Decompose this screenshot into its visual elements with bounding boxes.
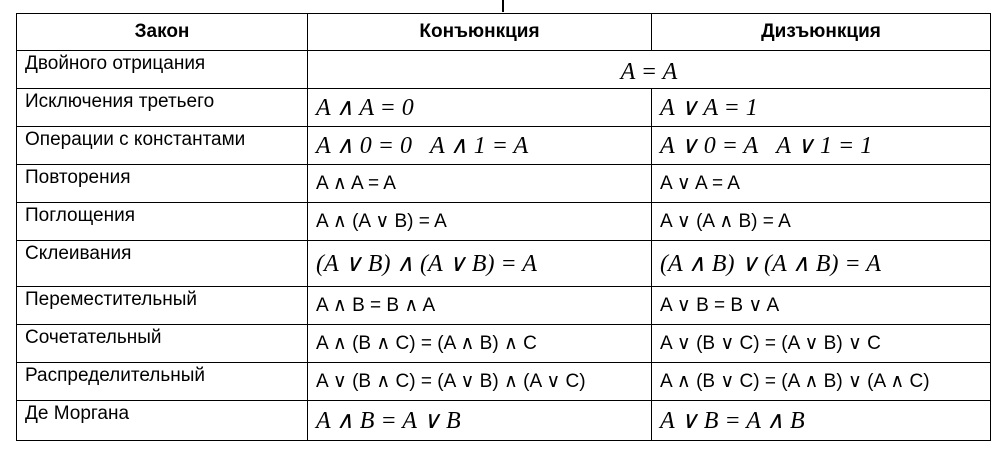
table-row bbox=[17, 51, 991, 89]
formula-conjunction: A ∨ (B ∧ C) = (A ∨ B) ∧ (A ∨ C) bbox=[308, 363, 652, 401]
table-row bbox=[17, 401, 991, 441]
boolean-laws-table bbox=[16, 13, 991, 441]
formula-disjunction bbox=[652, 127, 991, 165]
table-row bbox=[17, 241, 991, 287]
header-law: Закон bbox=[17, 14, 308, 51]
formula-disjunction: (A ∧ B) ∨ (A ∧ B) = A bbox=[652, 241, 991, 287]
table-row bbox=[17, 203, 991, 241]
formula-conjunction bbox=[308, 127, 652, 165]
formula-disjunction: A ∨ B = B ∨ A bbox=[652, 287, 991, 325]
formula-disjunction: A ∨ (B ∨ C) = (A ∨ B) ∨ C bbox=[652, 325, 991, 363]
formula-disjunction: A ∨ (A ∧ B) = A bbox=[652, 203, 991, 241]
formula-double-negation: A = A bbox=[308, 51, 991, 89]
table-row bbox=[17, 127, 991, 165]
formula-part: A ∧ 0 = 0 bbox=[316, 133, 412, 159]
formula-disjunction: A ∧ (B ∨ C) = (A ∧ B) ∨ (A ∧ C) bbox=[652, 363, 991, 401]
formula-conjunction: A ∧ (B ∧ C) = (A ∧ B) ∧ C bbox=[308, 325, 652, 363]
law-name: Распределительный bbox=[17, 363, 308, 401]
formula-conjunction: A ∧ A = 0 bbox=[308, 89, 652, 127]
formula-disjunction: A ∨ B = A ∧ B bbox=[652, 401, 991, 441]
formula-part: A ∨ 0 = A bbox=[660, 133, 759, 159]
formula-conjunction: A ∧ B = B ∧ A bbox=[308, 287, 652, 325]
table-row bbox=[17, 325, 991, 363]
law-name: Поглощения bbox=[17, 203, 308, 241]
law-name: Исключения третьего bbox=[17, 89, 308, 127]
header-disjunction: Дизъюнкция bbox=[652, 14, 991, 51]
formula-conjunction: A ∧ B = A ∨ B bbox=[308, 401, 652, 441]
formula-part: A ∧ 1 = A bbox=[430, 133, 529, 159]
formula-disjunction: A ∨ A = 1 bbox=[652, 89, 991, 127]
formula-conjunction: A ∧ (A ∨ B) = A bbox=[308, 203, 652, 241]
table-header-row bbox=[17, 14, 991, 51]
law-name: Повторения bbox=[17, 165, 308, 203]
table-row bbox=[17, 165, 991, 203]
law-name: Де Моргана bbox=[17, 401, 308, 441]
table-row bbox=[17, 89, 991, 127]
header-conjunction: Конъюнкция bbox=[308, 14, 652, 51]
formula-conjunction: A ∧ A = A bbox=[308, 165, 652, 203]
law-name: Операции с константами bbox=[17, 127, 308, 165]
law-name: Склеивания bbox=[17, 241, 308, 287]
top-tick-mark bbox=[502, 0, 504, 12]
formula-disjunction: A ∨ A = A bbox=[652, 165, 991, 203]
law-name: Двойного отрицания bbox=[17, 51, 308, 89]
law-name: Сочетательный bbox=[17, 325, 308, 363]
table-row bbox=[17, 363, 991, 401]
formula-conjunction: (A ∨ B) ∧ (A ∨ B) = A bbox=[308, 241, 652, 287]
formula-part: A ∨ 1 = 1 bbox=[776, 133, 873, 159]
table-row bbox=[17, 287, 991, 325]
law-name: Переместительный bbox=[17, 287, 308, 325]
